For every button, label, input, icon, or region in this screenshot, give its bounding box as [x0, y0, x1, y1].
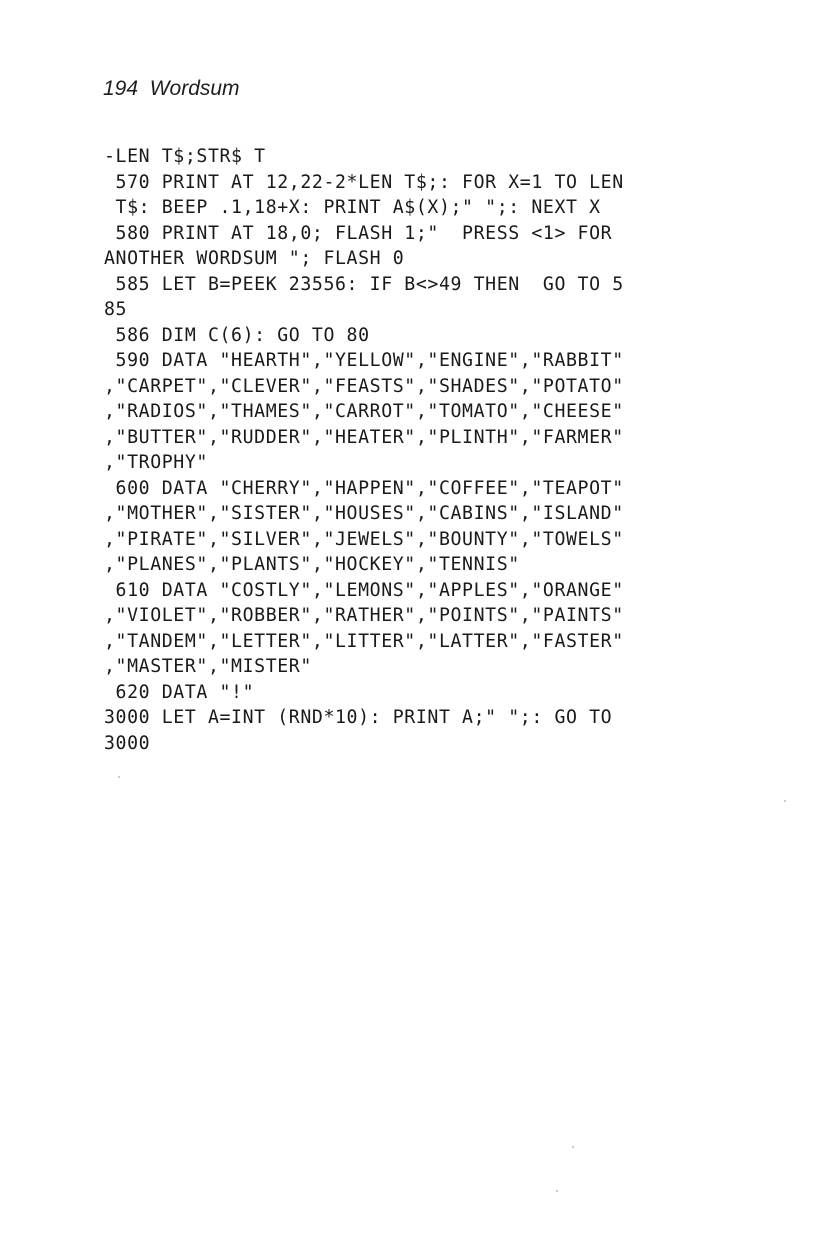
code-line: ,"BUTTER","RUDDER","HEATER","PLINTH","FARMER"	[104, 426, 624, 448]
code-line: 585 LET B=PEEK 23556: IF B<>49 THEN GO TO 5	[104, 273, 624, 295]
code-line: 610 DATA "COSTLY","LEMONS","APPLES","ORANGE"	[104, 579, 624, 601]
code-line: 600 DATA "CHERRY","HAPPEN","COFFEE","TEAPOT"	[104, 477, 624, 499]
basic-program-listing	[104, 144, 804, 756]
code-line: 85	[104, 299, 128, 320]
scan-speck	[118, 776, 120, 778]
scan-speck	[784, 800, 786, 802]
code-line: ,"RADIOS","THAMES","CARROT","TOMATO","CHEESE"	[104, 401, 624, 422]
code-line: ,"PLANES","PLANTS","HOCKEY","TENNIS"	[104, 554, 520, 575]
scan-speck	[572, 1146, 574, 1148]
code-line: 3000 LET A=INT (RND*10): PRINT A;" ";: GO TO	[104, 707, 613, 728]
code-line: 570 PRINT AT 12,22-2*LEN T$;: FOR X=1 TO LEN	[104, 171, 624, 193]
code-line: ,"PIRATE","SILVER","JEWELS","BOUNTY","TOWELS"	[104, 528, 624, 550]
code-line: ,"CARPET","CLEVER","FEASTS","SHADES","POTATO"	[104, 375, 624, 397]
code-line: ,"MOTHER","SISTER","HOUSES","CABINS","ISLAND"	[104, 503, 624, 524]
code-line: 590 DATA "HEARTH","YELLOW","ENGINE","RABBIT"	[104, 350, 624, 371]
code-line: T$: BEEP .1,18+X: PRINT A$(X);" ";: NEXT X	[104, 197, 601, 218]
running-head: 194 Wordsum	[103, 77, 240, 100]
code-line: 3000	[104, 732, 151, 754]
code-line: ,"VIOLET","ROBBER","RATHER","POINTS","PAINTS"	[104, 605, 624, 626]
code-line: 580 PRINT AT 18,0; FLASH 1;" PRESS <1> FOR	[104, 222, 613, 244]
code-line: ,"MASTER","MISTER"	[104, 656, 312, 677]
code-line: ANOTHER WORDSUM "; FLASH 0	[104, 248, 405, 269]
code-line: 586 DIM C(6): GO TO 80	[104, 324, 370, 346]
scan-speck	[556, 1190, 558, 1192]
code-line: -LEN T$;STR$ T	[104, 146, 266, 167]
code-line: ,"TANDEM","LETTER","LITTER","LATTER","FASTER"	[104, 630, 624, 652]
code-line: ,"TROPHY"	[104, 452, 208, 473]
code-line: 620 DATA "!"	[104, 681, 255, 703]
